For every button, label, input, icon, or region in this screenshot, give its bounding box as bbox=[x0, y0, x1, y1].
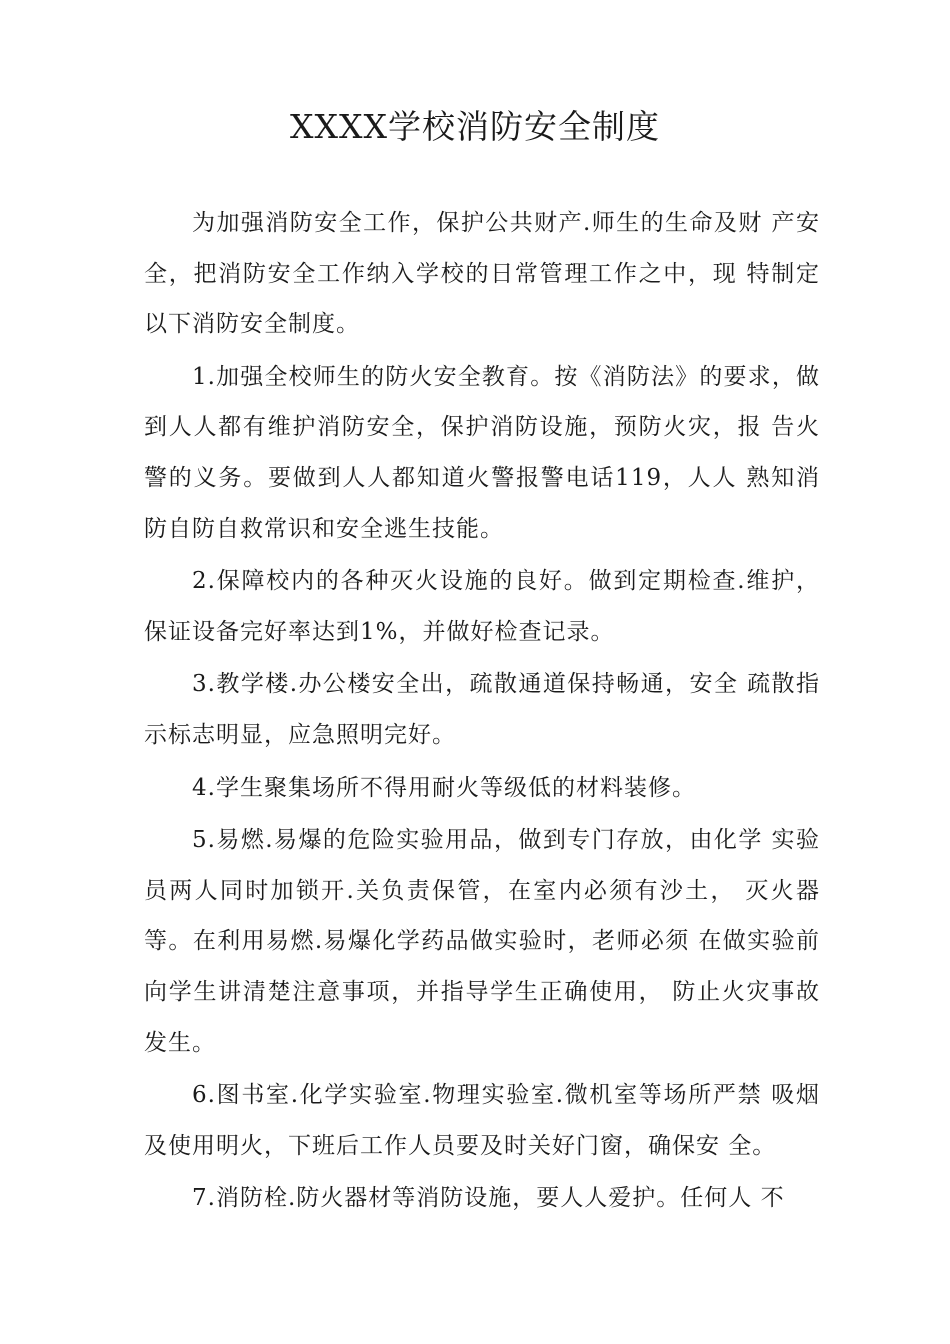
document-body bbox=[144, 198, 820, 1226]
paragraph-item-6: 6.图书室.化学实验室.物理实验室.微机室等场所严禁 吸烟及使用明火，下班后工作人员要及时关好门窗，确保安 全。 bbox=[144, 1082, 820, 1159]
paragraph-item-1: 1.加强全校师生的防火安全教育。按《消防法》的要求，做到人人都有维护消防安全，保护消防设施，预防火灾，报 告火警的义务。要做到人人都知道火警报警电话119，人人 熟知消防自防自救常识和安全逃生技能。 bbox=[144, 363, 820, 542]
paragraph-item-2: 2.保障校内的各种灭火设施的良好。做到定期检查.维护，保证设备完好率达到1%，并做好检查记录。 bbox=[144, 568, 820, 645]
paragraph-item-4: 4.学生聚集场所不得用耐火等级低的材料装修。 bbox=[192, 774, 696, 801]
document-title: XXXX学校消防安全制度 bbox=[290, 107, 660, 146]
paragraph-intro: 为加强消防安全工作，保护公共财产.师生的生命及财 产安全，把消防安全工作纳入学校的日常管理工作之中，现 特制定以下消防安全制度。 bbox=[144, 210, 820, 338]
paragraph-item-5: 5.易燃.易爆的危险实验用品，做到专门存放，由化学 实验员两人同时加锁开.关负责保管，在室内必须有沙土， 灭火器等。在利用易燃.易爆化学药品做实验时，老师必须 在做实验前向学生讲清楚注意事项，并指导学生正确使用， 防止火灾事故发生。 bbox=[144, 827, 820, 1056]
paragraph-item-7: 7.消防栓.防火器材等消防设施，要人人爱护。任何人 不 bbox=[192, 1185, 785, 1212]
paragraph-item-3: 3.教学楼.办公楼安全出，疏散通道保持畅通，安全 疏散指示标志明显，应急照明完好。 bbox=[144, 671, 820, 748]
